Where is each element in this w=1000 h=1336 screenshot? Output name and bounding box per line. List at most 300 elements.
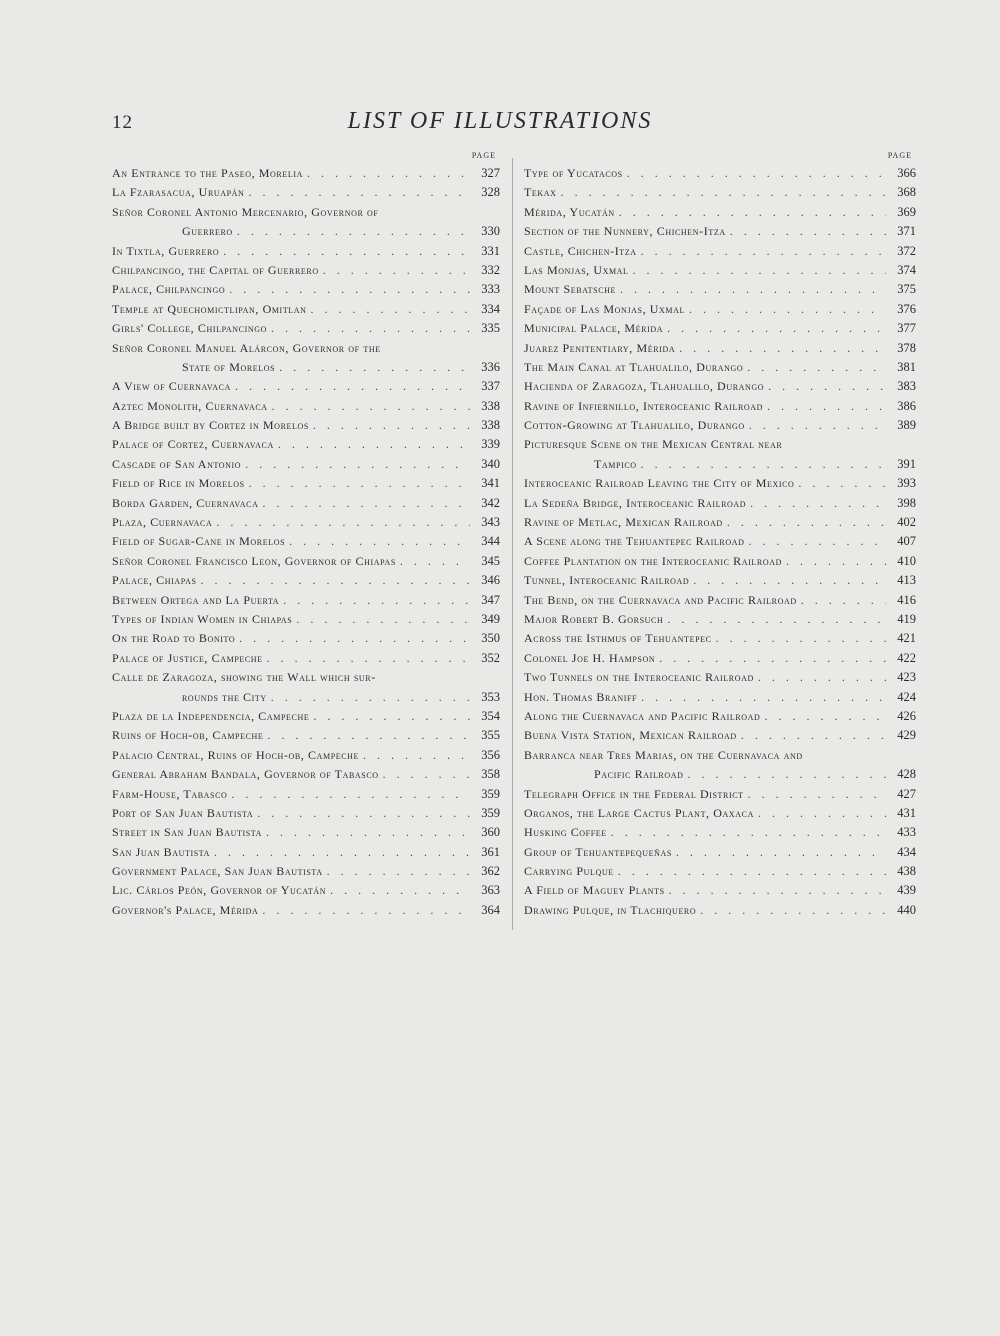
illustration-page: 374 bbox=[897, 262, 916, 277]
illustration-page: 364 bbox=[481, 902, 500, 917]
list-entry bbox=[524, 746, 916, 765]
illustration-page: 353 bbox=[481, 689, 500, 704]
leader-dots bbox=[285, 532, 470, 551]
leader-dots bbox=[292, 610, 470, 629]
illustration-page: 376 bbox=[897, 301, 916, 316]
illustration-title: Aztec Monolith, Cuernavaca bbox=[112, 398, 268, 413]
leader-dots bbox=[745, 416, 886, 435]
list-entry bbox=[112, 629, 500, 648]
leader-dots bbox=[197, 571, 470, 590]
list-entry bbox=[112, 823, 500, 842]
illustration-title: A View of Cuernavaca bbox=[112, 379, 231, 394]
leader-dots bbox=[227, 785, 470, 804]
leader-dots bbox=[245, 474, 470, 493]
leader-dots bbox=[744, 532, 886, 551]
leader-dots bbox=[655, 649, 886, 668]
leader-dots bbox=[665, 881, 886, 900]
illustration-title: Mount Sebatsche bbox=[524, 282, 617, 297]
list-entry bbox=[524, 688, 916, 707]
list-entry bbox=[112, 785, 500, 804]
leader-dots bbox=[279, 591, 470, 610]
illustration-title: Barranca near Tres Marias, on the Cuernavaca and bbox=[524, 747, 803, 762]
list-entry bbox=[524, 222, 916, 241]
illustration-page: 371 bbox=[897, 224, 916, 239]
leader-dots bbox=[557, 183, 886, 202]
leader-dots bbox=[685, 300, 886, 319]
illustration-title: Coffee Plantation on the Interoceanic Railroad bbox=[524, 553, 782, 568]
illustration-title: Las Monjas, Uxmal bbox=[524, 262, 629, 277]
list-entry bbox=[524, 339, 916, 358]
illustration-title: Girls' College, Chilpancingo bbox=[112, 321, 268, 336]
list-entry bbox=[112, 474, 500, 493]
illustration-title: On the Road to Bonito bbox=[112, 631, 236, 646]
illustration-page: 369 bbox=[897, 204, 916, 219]
list-entry bbox=[112, 164, 500, 183]
illustration-title: Plaza de la Independencia, Campeche bbox=[112, 708, 310, 723]
list-entry bbox=[524, 494, 916, 513]
list-entry bbox=[112, 203, 500, 222]
illustration-title: Organos, the Large Cactus Plant, Oaxaca bbox=[524, 805, 754, 820]
illustration-page: 336 bbox=[481, 359, 500, 374]
leader-dots bbox=[637, 455, 886, 474]
list-entry bbox=[524, 261, 916, 280]
illustration-page: 341 bbox=[481, 476, 500, 491]
illustration-page: 340 bbox=[481, 456, 500, 471]
list-entry bbox=[112, 726, 500, 745]
list-entry bbox=[112, 843, 500, 862]
illustration-title: A Field of Maguey Plants bbox=[524, 883, 665, 898]
illustration-page: 381 bbox=[897, 359, 916, 374]
illustration-page: 362 bbox=[481, 864, 500, 879]
illustration-page: 410 bbox=[897, 553, 916, 568]
illustration-page: 333 bbox=[481, 282, 500, 297]
list-entry bbox=[112, 765, 500, 784]
illustration-title: Farm-House, Tabasco bbox=[112, 786, 228, 801]
column-divider bbox=[512, 158, 513, 930]
illustration-page: 383 bbox=[897, 379, 916, 394]
leader-dots bbox=[696, 901, 886, 920]
illustration-page: 416 bbox=[897, 592, 916, 607]
illustration-title: A Scene along the Tehuantepec Railroad bbox=[524, 534, 745, 549]
illustration-title: Field of Sugar-Cane in Morelos bbox=[112, 534, 286, 549]
list-entry bbox=[112, 397, 500, 416]
leader-dots bbox=[307, 300, 470, 319]
illustration-title: Cascade of San Antonio bbox=[112, 456, 242, 471]
list-entry bbox=[112, 435, 500, 454]
leader-dots bbox=[637, 688, 886, 707]
illustration-page: 428 bbox=[897, 767, 916, 782]
right-entries bbox=[524, 164, 916, 920]
list-entry bbox=[524, 649, 916, 668]
leader-dots bbox=[235, 629, 470, 648]
leader-dots bbox=[263, 726, 470, 745]
list-entry bbox=[112, 746, 500, 765]
leader-dots bbox=[268, 397, 470, 416]
list-entry bbox=[112, 183, 500, 202]
illustration-page: 422 bbox=[897, 650, 916, 665]
list-entry bbox=[524, 843, 916, 862]
illustration-page: 426 bbox=[897, 708, 916, 723]
illustration-title: Palace, Chilpancingo bbox=[112, 282, 226, 297]
illustration-title: Tampico bbox=[594, 456, 637, 471]
illustration-title: Pacific Railroad bbox=[594, 767, 684, 782]
illustration-page: 360 bbox=[481, 825, 500, 840]
list-entry bbox=[112, 591, 500, 610]
illustration-page: 338 bbox=[481, 418, 500, 433]
illustration-title: Carrying Pulque bbox=[524, 864, 614, 879]
illustration-title: Buena Vista Station, Mexican Railroad bbox=[524, 728, 737, 743]
leader-dots bbox=[746, 494, 886, 513]
illustration-page: 355 bbox=[481, 728, 500, 743]
illustration-title: Ravine of Metlac, Mexican Railroad bbox=[524, 515, 723, 530]
list-entry bbox=[524, 280, 916, 299]
page-number: 12 bbox=[112, 112, 133, 133]
list-entry bbox=[112, 571, 500, 590]
illustration-title: Palace, Chiapas bbox=[112, 573, 197, 588]
illustration-title: Tekax bbox=[524, 185, 557, 200]
leader-dots bbox=[274, 435, 470, 454]
list-entry bbox=[524, 474, 916, 493]
leader-dots bbox=[723, 513, 886, 532]
leader-dots bbox=[379, 765, 470, 784]
list-entry bbox=[112, 261, 500, 280]
illustration-title: Calle de Zaragoza, showing the Wall which sur- bbox=[112, 670, 376, 685]
illustration-page: 335 bbox=[481, 321, 500, 336]
illustration-page: 337 bbox=[481, 379, 500, 394]
list-entry bbox=[112, 339, 500, 358]
list-entry bbox=[112, 377, 500, 396]
list-entry bbox=[112, 688, 500, 707]
illustration-page: 350 bbox=[481, 631, 500, 646]
illustration-title: Guerrero bbox=[182, 224, 233, 239]
illustration-page: 342 bbox=[481, 495, 500, 510]
illustration-page: 389 bbox=[897, 418, 916, 433]
list-entry bbox=[524, 765, 916, 784]
leader-dots bbox=[675, 339, 886, 358]
illustration-page: 413 bbox=[897, 573, 916, 588]
illustration-title: Ruins of Hoch-ob, Campeche bbox=[112, 728, 264, 743]
list-entry bbox=[524, 164, 916, 183]
illustration-page: 375 bbox=[897, 282, 916, 297]
illustration-title: In Tixtla, Guerrero bbox=[112, 243, 220, 258]
leader-dots bbox=[764, 377, 886, 396]
illustration-title: The Bend, on the Cuernavaca and Pacific Railroad bbox=[524, 592, 797, 607]
illustration-page: 429 bbox=[897, 728, 916, 743]
illustration-title: Group of Tehuantepequeñas bbox=[524, 844, 672, 859]
illustration-page: 338 bbox=[481, 398, 500, 413]
list-entry bbox=[524, 901, 916, 920]
illustration-title: Between Ortega and La Puerta bbox=[112, 592, 280, 607]
leader-dots bbox=[754, 804, 886, 823]
leader-dots bbox=[233, 222, 470, 241]
list-entry bbox=[524, 610, 916, 629]
illustration-page: 352 bbox=[481, 650, 500, 665]
list-entry bbox=[524, 397, 916, 416]
illustration-page: 356 bbox=[481, 747, 500, 762]
illustration-page: 359 bbox=[481, 786, 500, 801]
leader-dots bbox=[396, 552, 470, 571]
illustration-title: Hacienda of Zaragoza, Tlahualilo, Durango bbox=[524, 379, 765, 394]
illustration-page: 398 bbox=[897, 495, 916, 510]
list-entry bbox=[524, 552, 916, 571]
illustration-title: Borda Garden, Cuernavaca bbox=[112, 495, 259, 510]
illustration-title: Plaza, Cuernavaca bbox=[112, 515, 213, 530]
illustration-title: General Abraham Bandala, Governor of Tabasco bbox=[112, 767, 379, 782]
illustration-page: 328 bbox=[481, 185, 500, 200]
leader-dots bbox=[231, 377, 470, 396]
list-entry bbox=[112, 513, 500, 532]
illustration-title: Colonel Joe H. Hampson bbox=[524, 650, 656, 665]
illustration-title: Tunnel, Interoceanic Railroad bbox=[524, 573, 690, 588]
illustration-title: San Juan Bautista bbox=[112, 844, 211, 859]
list-entry bbox=[524, 881, 916, 900]
list-entry bbox=[524, 726, 916, 745]
list-entry bbox=[524, 785, 916, 804]
illustration-page: 377 bbox=[897, 321, 916, 336]
illustration-page: 440 bbox=[897, 902, 916, 917]
leader-dots bbox=[797, 591, 886, 610]
illustration-page: 427 bbox=[897, 786, 916, 801]
leader-dots bbox=[241, 455, 470, 474]
list-entry bbox=[524, 668, 916, 687]
list-entry bbox=[524, 571, 916, 590]
page-title: LIST OF ILLUSTRATIONS bbox=[347, 108, 653, 134]
illustration-title: Drawing Pulque, in Tlachiquero bbox=[524, 902, 697, 917]
list-entry bbox=[524, 591, 916, 610]
illustration-page: 344 bbox=[481, 534, 500, 549]
illustration-page: 419 bbox=[897, 611, 916, 626]
illustration-title: Field of Rice in Morelos bbox=[112, 476, 245, 491]
illustration-page: 433 bbox=[897, 825, 916, 840]
list-entry bbox=[112, 552, 500, 571]
illustration-page: 339 bbox=[481, 437, 500, 452]
list-entry bbox=[524, 300, 916, 319]
list-entry bbox=[112, 280, 500, 299]
leader-dots bbox=[637, 242, 886, 261]
list-entry bbox=[112, 242, 500, 261]
leader-dots bbox=[219, 242, 470, 261]
leader-dots bbox=[303, 164, 470, 183]
leader-dots bbox=[754, 668, 886, 687]
illustration-title: A Bridge built by Cortez in Morelos bbox=[112, 418, 309, 433]
illustration-page: 372 bbox=[897, 243, 916, 258]
illustration-title: La Fzarasacua, Uruapán bbox=[112, 185, 245, 200]
list-entry bbox=[524, 707, 916, 726]
list-entry bbox=[112, 455, 500, 474]
list-entry bbox=[524, 804, 916, 823]
illustration-title: Type of Yucatacos bbox=[524, 166, 623, 180]
list-entry bbox=[112, 881, 500, 900]
illustration-title: La Sedeña Bridge, Interoceanic Railroad bbox=[524, 495, 747, 510]
illustration-title: An Entrance to the Paseo, Morelia bbox=[112, 166, 303, 180]
illustration-title: Street in San Juan Bautista bbox=[112, 825, 263, 840]
list-entry bbox=[524, 513, 916, 532]
leader-dots bbox=[309, 416, 470, 435]
illustration-page: 359 bbox=[481, 805, 500, 820]
leader-dots bbox=[629, 261, 886, 280]
list-entry bbox=[112, 532, 500, 551]
illustration-page: 402 bbox=[897, 515, 916, 530]
illustration-title: Mérida, Yucatán bbox=[524, 204, 615, 219]
leader-dots bbox=[275, 358, 470, 377]
list-entry bbox=[112, 416, 500, 435]
illustration-title: Municipal Palace, Mérida bbox=[524, 321, 664, 336]
illustration-title: State of Morelos bbox=[182, 359, 276, 374]
leader-dots bbox=[323, 862, 470, 881]
leader-dots bbox=[267, 319, 470, 338]
leader-dots bbox=[663, 319, 886, 338]
illustration-page: 423 bbox=[897, 670, 916, 685]
illustration-page: 434 bbox=[897, 844, 916, 859]
leader-dots bbox=[616, 280, 886, 299]
illustration-title: Señor Coronel Antonio Mercenario, Governor of bbox=[112, 204, 379, 219]
leader-dots bbox=[615, 203, 886, 222]
leader-dots bbox=[760, 707, 886, 726]
list-entry bbox=[524, 203, 916, 222]
illustration-page: 343 bbox=[481, 515, 500, 530]
list-entry bbox=[112, 300, 500, 319]
leader-dots bbox=[726, 222, 886, 241]
leader-dots bbox=[326, 881, 470, 900]
illustration-title: Ravine of Infiernillo, Interoceanic Railroad bbox=[524, 398, 764, 413]
illustration-page: 346 bbox=[481, 573, 500, 588]
list-entry bbox=[524, 377, 916, 396]
illustration-title: Palace of Cortez, Cuernavaca bbox=[112, 437, 274, 452]
illustration-page: 366 bbox=[897, 166, 916, 180]
leader-dots bbox=[689, 571, 886, 590]
leader-dots bbox=[210, 843, 470, 862]
illustration-title: Palacio Central, Ruins of Hoch-ob, Campeche bbox=[112, 747, 360, 762]
illustration-page: 345 bbox=[481, 553, 500, 568]
illustration-page: 407 bbox=[897, 534, 916, 549]
illustration-page: 334 bbox=[481, 301, 500, 316]
left-column bbox=[112, 148, 500, 920]
illustration-title: Government Palace, San Juan Bautista bbox=[112, 864, 323, 879]
illustration-title: Picturesque Scene on the Mexican Central near bbox=[524, 437, 783, 452]
illustration-page: 332 bbox=[481, 262, 500, 277]
list-entry bbox=[112, 668, 500, 687]
list-entry bbox=[112, 707, 500, 726]
illustration-title: Section of the Nunnery, Chichen-Itza bbox=[524, 224, 726, 239]
leader-dots bbox=[309, 707, 470, 726]
illustration-title: Castle, Chichen-Itza bbox=[524, 243, 637, 258]
illustration-page: 361 bbox=[481, 844, 500, 859]
leader-dots bbox=[712, 629, 886, 648]
illustration-title: Hon. Thomas Braniff bbox=[524, 689, 638, 704]
list-entry bbox=[524, 862, 916, 881]
list-entry bbox=[112, 901, 500, 920]
list-entry bbox=[524, 319, 916, 338]
illustration-title: Along the Cuernavaca and Pacific Railroad bbox=[524, 708, 761, 723]
left-entries bbox=[112, 164, 500, 920]
illustration-title: Lic. Cárlos Peón, Governor of Yucatán bbox=[112, 883, 327, 898]
list-entry bbox=[524, 455, 916, 474]
illustration-page: 368 bbox=[897, 185, 916, 200]
list-entry bbox=[112, 649, 500, 668]
page-column-header: PAGE bbox=[471, 151, 496, 160]
illustration-title: Façade of Las Monjas, Uxmal bbox=[524, 301, 685, 316]
leader-dots bbox=[225, 280, 470, 299]
illustration-page: 347 bbox=[481, 592, 500, 607]
illustration-title: Juarez Penitentiary, Mérida bbox=[524, 340, 676, 355]
leader-dots bbox=[262, 823, 470, 842]
illustration-title: The Main Canal at Tlahualilo, Durango bbox=[524, 359, 744, 374]
list-entry bbox=[524, 183, 916, 202]
illustration-page: 363 bbox=[481, 883, 500, 898]
list-entry bbox=[524, 532, 916, 551]
list-entry bbox=[112, 610, 500, 629]
illustration-title: Palace of Justice, Campeche bbox=[112, 650, 263, 665]
list-entry bbox=[524, 358, 916, 377]
leader-dots bbox=[744, 785, 886, 804]
leader-dots bbox=[684, 765, 886, 784]
leader-dots bbox=[614, 862, 886, 881]
leader-dots bbox=[258, 901, 470, 920]
leader-dots bbox=[782, 552, 886, 571]
list-entry bbox=[524, 242, 916, 261]
illustration-title: Cotton-Growing at Tlahualilo, Durango bbox=[524, 418, 745, 433]
illustration-title: Port of San Juan Bautista bbox=[112, 805, 254, 820]
illustration-title: Temple at Quechomictlipan, Omitlan bbox=[112, 301, 307, 316]
leader-dots bbox=[359, 746, 470, 765]
illustration-page: 421 bbox=[897, 631, 916, 646]
leader-dots bbox=[743, 358, 886, 377]
list-entry bbox=[112, 319, 500, 338]
illustration-page: 331 bbox=[481, 243, 500, 258]
list-entry bbox=[112, 358, 500, 377]
leader-dots bbox=[663, 610, 886, 629]
illustration-page: 327 bbox=[481, 166, 500, 180]
illustration-title: Señor Coronel Manuel Alárcon, Governor of the bbox=[112, 340, 381, 355]
list-entry bbox=[524, 823, 916, 842]
page-column-header: PAGE bbox=[887, 151, 912, 160]
list-entry bbox=[112, 862, 500, 881]
leader-dots bbox=[212, 513, 470, 532]
illustration-page: 393 bbox=[897, 476, 916, 491]
illustration-page: 330 bbox=[481, 224, 500, 239]
leader-dots bbox=[267, 688, 470, 707]
list-entry bbox=[112, 222, 500, 241]
list-entry bbox=[112, 804, 500, 823]
illustration-title: Telegraph Office in the Federal District bbox=[524, 786, 744, 801]
list-entry bbox=[112, 494, 500, 513]
illustration-title: Governor's Palace, Mérida bbox=[112, 902, 259, 917]
illustration-page: 431 bbox=[897, 805, 916, 820]
illustration-title: Chilpancingo, the Capital of Guerrero bbox=[112, 262, 319, 277]
illustration-title: Types of Indian Women in Chiapas bbox=[112, 611, 293, 626]
leader-dots bbox=[319, 261, 470, 280]
illustration-page: 438 bbox=[897, 864, 916, 879]
illustration-page: 358 bbox=[481, 767, 500, 782]
leader-dots bbox=[763, 397, 886, 416]
leader-dots bbox=[672, 843, 886, 862]
illustration-page: 349 bbox=[481, 611, 500, 626]
illustration-title: Two Tunnels on the Interoceanic Railroad bbox=[524, 670, 754, 685]
leader-dots bbox=[794, 474, 886, 493]
list-entry bbox=[524, 629, 916, 648]
illustration-page: 424 bbox=[897, 689, 916, 704]
illustration-page: 439 bbox=[897, 883, 916, 898]
list-entry bbox=[524, 416, 916, 435]
leader-dots bbox=[737, 726, 886, 745]
leader-dots bbox=[623, 164, 886, 183]
leader-dots bbox=[244, 183, 470, 202]
leader-dots bbox=[253, 804, 470, 823]
illustration-title: Major Robert B. Gorsuch bbox=[524, 611, 664, 626]
illustration-page: 378 bbox=[897, 340, 916, 355]
leader-dots bbox=[607, 823, 886, 842]
list-entry bbox=[524, 435, 916, 454]
